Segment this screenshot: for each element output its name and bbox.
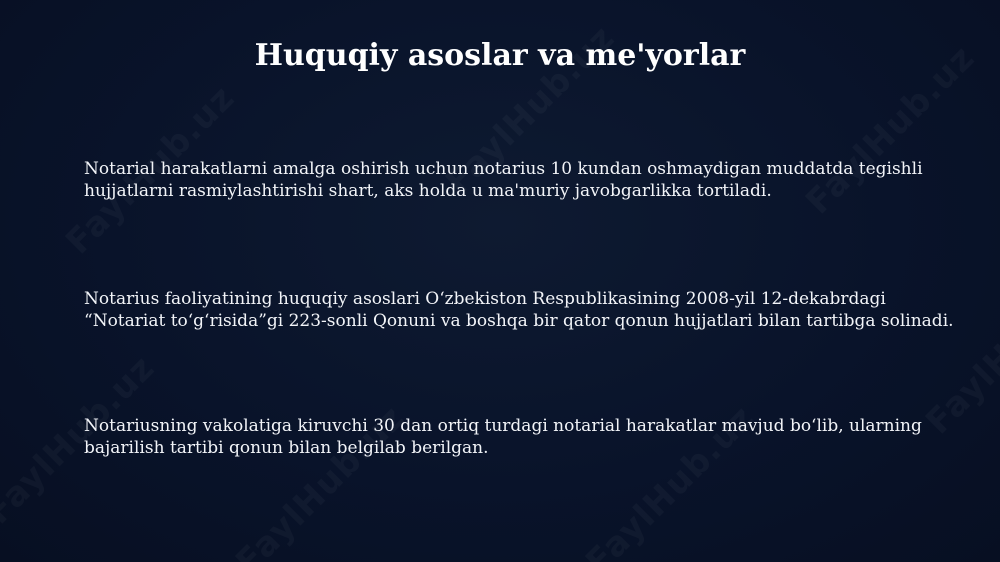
slide-title: Huquqiy asoslar va me'yorlar (254, 38, 746, 73)
paragraph-deadline: Notarial harakatlarni amalga oshirish uchun notarius 10 kundan oshmaydigan muddatda tegishli hujjatlarni rasmiylashtirishi shart, aks holda u ma'muriy javobgarlikka tortiladi. (84, 159, 923, 201)
paragraph-legal-basis: Notarius faoliyatining huquqiy asoslari O‘zbekiston Respublikasining 2008-yil 12-dekabrdagi “Notariat to‘g‘risida”gi 223-sonli Qonuni va boshqa bir qator qonun hujjatlari bilan tartibga solinadi. (84, 289, 954, 331)
paragraph-notarial-acts: Notariusning vakolatiga kiruvchi 30 dan ortiq turdagi notarial harakatlar mavjud bo‘lib, ularning bajarilish tartibi qonun bilan belgilab berilgan. (84, 416, 922, 458)
